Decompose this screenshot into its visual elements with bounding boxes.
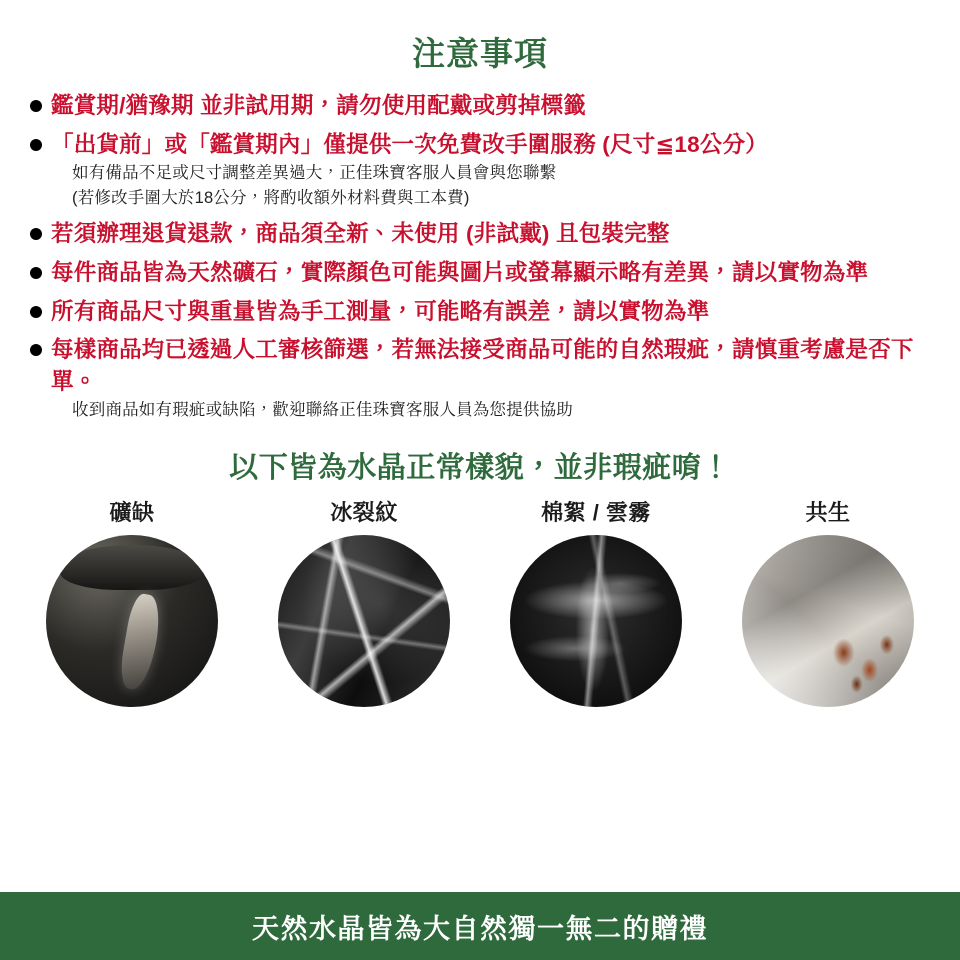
ice-crack-photo: [278, 535, 450, 707]
page-title: 注意事項: [412, 35, 548, 72]
footer-text: 天然水晶皆為大自然獨一無二的贈禮: [252, 913, 708, 944]
list-item: [30, 90, 942, 122]
bullet-icon: [30, 228, 42, 240]
note-text: 鑑賞期/猶豫期 並非試用期，請勿使用配戴或剪掉標籤: [51, 93, 587, 119]
footer-banner: [0, 892, 960, 960]
bullet-icon: [30, 306, 42, 318]
note-text: 每件商品皆為天然礦石，實際顏色可能與圖片或螢幕顯示略有差異，請以實物為準: [51, 259, 869, 285]
sample-gallery: [0, 486, 960, 707]
list-item: [30, 296, 942, 328]
list-item: [30, 218, 942, 250]
sample-label: 冰裂紋: [330, 500, 398, 526]
note-text: 每樣商品均已透過人工審核篩選，若無法接受商品可能的自然瑕疵，請慎重考慮是否下單。: [51, 337, 914, 395]
cotton-cloud-photo: [510, 535, 682, 707]
sample-item: [32, 496, 232, 707]
list-item: [30, 129, 942, 210]
notes-list: [0, 90, 960, 423]
symbiosis-photo: [742, 535, 914, 707]
sample-item: [728, 496, 928, 707]
note-subtext: 如有備品不足或尺寸調整差異過大，正佳珠寶客服人員會與您聯繫: [72, 164, 557, 183]
sample-label: 共生: [805, 500, 851, 526]
note-text: 「出貨前」或「鑑賞期內」僅提供一次免費改手圍服務 (尺寸≦18公分）: [51, 132, 768, 158]
note-subtext: (若修改手圍大於18公分，將酌收額外材料費與工本費): [72, 188, 470, 207]
note-text: 若須辦理退貨退款，商品須全新、未使用 (非試戴) 且包裝完整: [51, 220, 670, 246]
sample-label: 棉絮 / 雲霧: [541, 500, 651, 526]
list-item: [30, 334, 942, 423]
bullet-icon: [30, 139, 42, 151]
section-subheading: 以下皆為水晶正常樣貌，並非瑕疵唷！: [229, 452, 731, 485]
sample-item: [264, 496, 464, 707]
list-item: [30, 257, 942, 289]
sample-label: 礦缺: [109, 500, 155, 526]
bullet-icon: [30, 100, 42, 112]
sample-item: [496, 496, 696, 707]
bullet-icon: [30, 267, 42, 279]
bullet-icon: [30, 344, 42, 356]
note-subtext: 收到商品如有瑕疵或缺陷，歡迎聯絡正佳珠寶客服人員為您提供協助: [72, 401, 573, 420]
note-text: 所有商品尺寸與重量皆為手工測量，可能略有誤差，請以實物為準: [51, 298, 710, 324]
mineral-gap-photo: [46, 535, 218, 707]
